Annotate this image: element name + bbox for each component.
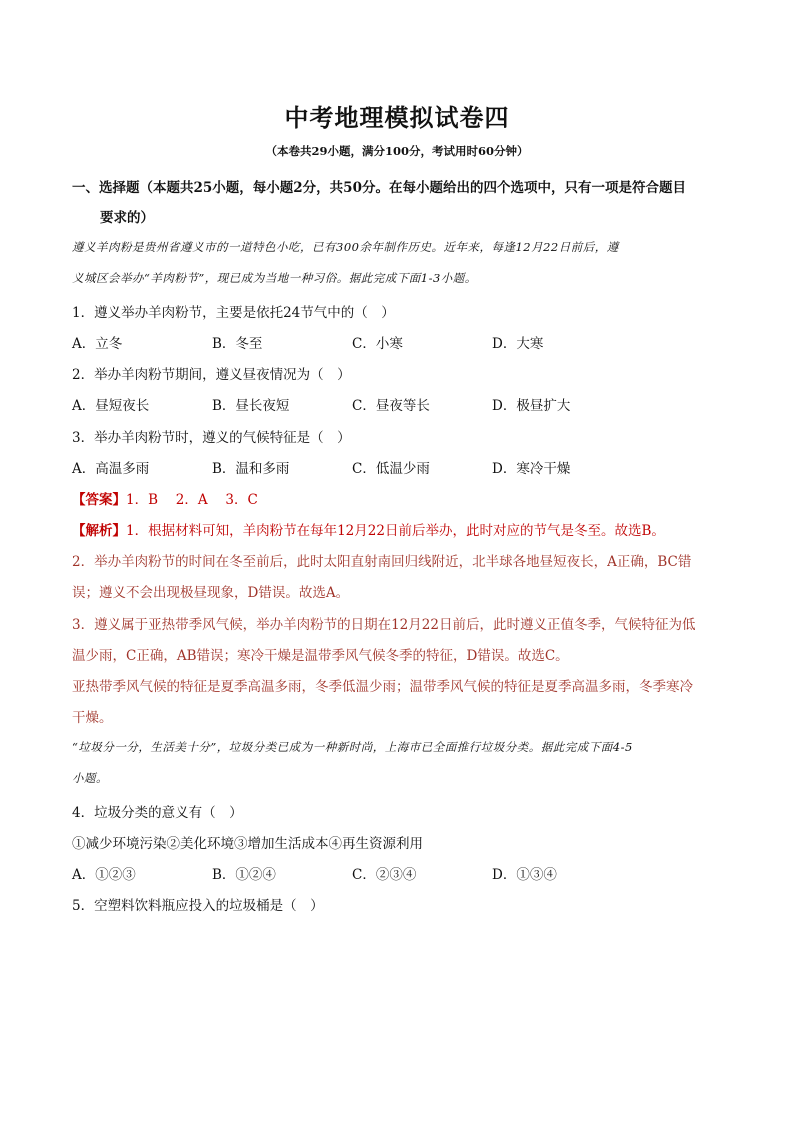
answer-label: 【答案】: [72, 492, 126, 508]
exam-info: （本卷共29小题，满分100分，考试用时60分钟）: [265, 144, 529, 158]
question-4-items: ①减少环境污染②美化环境③增加生活成本④再生资源利用: [72, 836, 423, 852]
analysis-label: 【解析】: [72, 523, 126, 539]
passage-1-line-2: 义城区会举办“羊肉粉节”，现已成为当地一种习俗。据此完成下面1-3小题。: [72, 271, 477, 285]
question-1-stem: 1．遵义举办羊肉粉节，主要是依托24节气中的（ ）: [72, 305, 395, 321]
analysis-p3-line-1: 3．遵义属于亚热带季风气候，举办羊肉粉节的日期在12月22日前后，此时遵义正值冬季，气候特征为低: [72, 617, 696, 633]
answer-text: 1．B 2．A 3．C: [126, 492, 258, 508]
question-4-stem: 4．垃圾分类的意义有（ ）: [72, 805, 243, 821]
question-4-options: [72, 863, 632, 883]
section-heading-cont: 要求的）: [100, 210, 154, 226]
option-b: B．①②④: [212, 867, 276, 883]
analysis-p3-line-2: 温少雨，C正确，AB错误；寒冷干燥是温带季风气候冬季的特征，D错误。故选C。: [72, 648, 569, 664]
analysis-line-1: [72, 519, 665, 539]
question-2-stem: 2．举办羊肉粉节期间，遵义昼夜情况为（ ）: [72, 367, 351, 383]
question-3-options: [72, 457, 632, 477]
question-3-stem: 3．举办羊肉粉节时，遵义的气候特征是（ ）: [72, 430, 351, 446]
option-c: C．昼夜等长: [352, 398, 430, 414]
question-2-options: [72, 394, 632, 414]
option-c: C．小寒: [352, 336, 403, 352]
page-title: 中考地理模拟试卷四: [284, 104, 510, 132]
option-d: D．寒冷干燥: [492, 461, 571, 477]
passage-2-line-2: 小题。: [72, 771, 108, 785]
answer-line: [72, 488, 258, 508]
option-a: A．立冬: [72, 336, 123, 352]
passage-1-line-1: 遵义羊肉粉是贵州省遵义市的一道特色小吃，已有300余年制作历史。近年来，每逢12月22日前后，遵: [72, 240, 619, 254]
analysis-p4-line-1: 亚热带季风气候的特征是夏季高温多雨，冬季低温少雨；温带季风气候的特征是夏季高温多雨，冬季寒冷: [72, 679, 693, 695]
option-c: C．②③④: [352, 867, 417, 883]
option-a: A．①②③: [72, 867, 136, 883]
option-a: A．昼短夜长: [72, 398, 150, 414]
option-a: A．高温多雨: [72, 461, 150, 477]
option-d: D．极昼扩大: [492, 398, 571, 414]
option-b: B．温和多雨: [212, 461, 290, 477]
option-b: B．冬至: [212, 336, 263, 352]
section-heading: 一、选择题（本题共25小题，每小题2分，共50分。在每小题给出的四个选项中，只有一项是符合题目: [72, 180, 686, 196]
question-1-options: [72, 332, 632, 352]
option-d: D．①③④: [492, 867, 557, 883]
analysis-p2-line-1: 2．举办羊肉粉节的时间在冬至前后，此时太阳直射南回归线附近，北半球各地昼短夜长，A正确，BC错: [72, 554, 692, 570]
question-5-stem: 5．空塑料饮料瓶应投入的垃圾桶是（ ）: [72, 898, 324, 914]
option-c: C．低温少雨: [352, 461, 430, 477]
passage-2-line-1: “垃圾分一分，生活美十分”，垃圾分类已成为一种新时尚，上海市已全面推行垃圾分类。据此完成下面4-5: [72, 740, 633, 754]
option-b: B．昼长夜短: [212, 398, 290, 414]
analysis-p1: 1．根据材料可知，羊肉粉节在每年12月22日前后举办，此时对应的节气是冬至。故选B。: [126, 523, 665, 539]
analysis-p4-line-2: 干燥。: [72, 710, 113, 726]
analysis-p2-line-2: 误；遵义不会出现极昼现象，D错误。故选A。: [72, 585, 350, 601]
option-d: D．大寒: [492, 336, 544, 352]
